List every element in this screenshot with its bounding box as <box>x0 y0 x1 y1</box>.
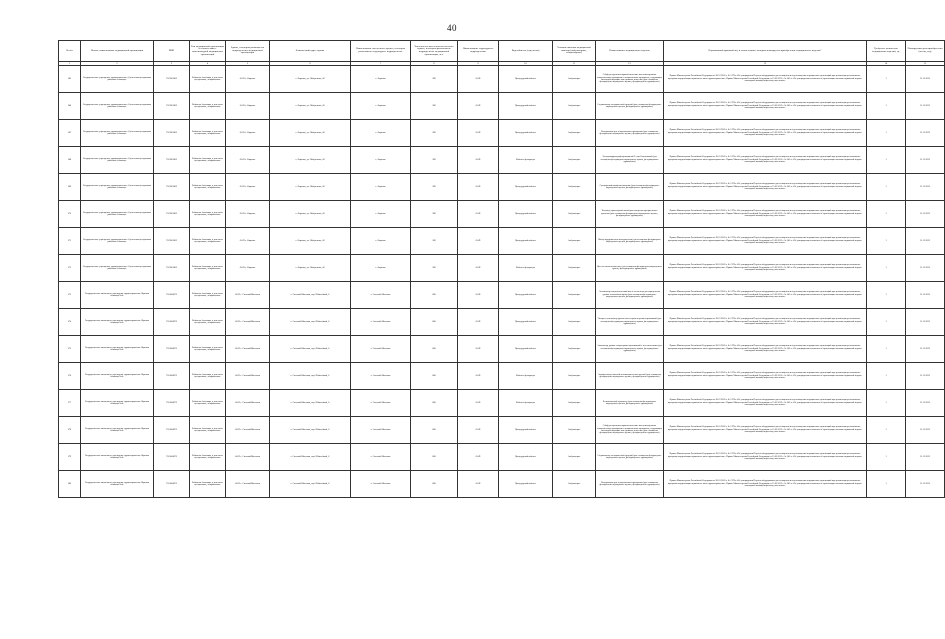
population-cell: 608 <box>411 471 458 498</box>
population-cell: 608 <box>411 444 458 471</box>
column-number: 1 <box>59 62 81 66</box>
table-body <box>59 66 945 498</box>
cabinet-cell: Процедурный кабинет <box>499 93 553 120</box>
quantity-cell: 1 <box>867 309 906 336</box>
organization-cell: Государственное автономное учреждение здравоохранения «Краевая больница №4» <box>81 390 154 417</box>
inn-cell: 7519001802 <box>154 120 190 147</box>
population-cell: 369 <box>411 66 458 93</box>
inn-cell: 7519001802 <box>154 66 190 93</box>
address-cell: с. Фирсово, ул. Набережная, 43 <box>270 174 351 201</box>
population-cell: 608 <box>411 282 458 309</box>
table-row <box>59 444 945 471</box>
purchase-date-cell: 31.12.2022 <box>906 363 945 390</box>
column-number: 13 <box>664 62 867 66</box>
col-header: Здание, в котором размещается подразделение медицинской организации <box>226 41 270 62</box>
settlement-cell: с. Фирсово <box>351 228 411 255</box>
org-type-cell: Районные больницы, в том числе центральные, межрайонные <box>190 66 226 93</box>
settlement-cell: с. Светлый-Масолаш <box>351 336 411 363</box>
unit-cell: ФАП <box>458 174 499 201</box>
population-cell: 608 <box>411 390 458 417</box>
conditions-cell: Амбулаторно <box>553 363 596 390</box>
unit-cell: ФАП <box>458 390 499 417</box>
col-header: Полное наименование медицинской организации <box>81 41 154 62</box>
quantity-cell: 1 <box>867 336 906 363</box>
col-header: Планируемая дата приобретения (месяц, год) <box>906 41 945 62</box>
column-number: 11 <box>553 62 596 66</box>
building-cell: ФАП с. Светлый-Масолаш <box>226 444 270 471</box>
quantity-cell: 1 <box>867 255 906 282</box>
inn-cell: 7510004973 <box>154 363 190 390</box>
unit-cell: ФАП <box>458 228 499 255</box>
organization-cell: Государственное учреждение здравоохранения «Сретенская центральная районная больница» <box>81 174 154 201</box>
inn-cell: 7510004973 <box>154 471 190 498</box>
legal-act-cell: Приказ Министерства Российской Федерации от 28.12.2020 г. № 1379н «Об утверждении Перечня оборудования для оснащения и переоснащения медицинских организаций при реализации региональных программ модернизации первичного звена здравоохранения»; Приказ Министерства Российской Федерации от 15.05.2012 г. № 543 н «Об утверждении положения об организации оказания первичной медико-санитарной помощи взрослому населению» <box>664 174 867 201</box>
conditions-cell: Амбулаторно <box>553 228 596 255</box>
organization-cell: Государственное автономное учреждение здравоохранения «Краевая больница №4» <box>81 309 154 336</box>
conditions-cell: Амбулаторно <box>553 282 596 309</box>
row-number-cell: 579 <box>59 444 81 471</box>
legal-act-cell: Приказ Министерства Российской Федерации от 28.12.2020 г. № 1379н «Об утверждении Перечня оборудования для оснащения и переоснащения медицинских организаций при реализации региональных программ модернизации первичного звена здравоохранения»; Приказ Министерства Российской Федерации от 15.05.2012 г. № 543 н «Об утверждении положения об организации оказания первичной медико-санитарной помощи взрослому населению» <box>664 66 867 93</box>
purchase-date-cell: 31.12.2022 <box>906 417 945 444</box>
row-number-cell: 573 <box>59 282 81 309</box>
col-header: № п/п <box>59 41 81 62</box>
quantity-cell: 1 <box>867 93 906 120</box>
legal-act-cell: Приказ Министерства Российской Федерации от 28.12.2020 г. № 1379н «Об утверждении Перечня оборудования для оснащения и переоснащения медицинских организаций при реализации региональных программ модернизации первичного звена здравоохранения»; Приказ Министерства Российской Федерации от 15.05.2012 г. № 543 н «Об утверждении положения об организации оказания первичной медико-санитарной помощи взрослому населению» <box>664 255 867 282</box>
conditions-cell: Амбулаторно <box>553 309 596 336</box>
col-header: ИНН <box>154 41 190 62</box>
building-cell: ФАП с. Фирсово <box>226 201 270 228</box>
cabinet-cell: Процедурный кабинет <box>499 444 553 471</box>
org-type-cell: Районные больницы, в том числе центральные, межрайонные <box>190 336 226 363</box>
inn-cell: 7510004973 <box>154 444 190 471</box>
building-cell: ФАП с. Светлый-Масолаш <box>226 417 270 444</box>
org-type-cell: Районные больницы, в том числе центральные, межрайонные <box>190 309 226 336</box>
address-cell: с. Фирсово, ул. Набережная, 43 <box>270 66 351 93</box>
conditions-cell: Амбулаторно <box>553 93 596 120</box>
settlement-cell: с. Фирсово <box>351 174 411 201</box>
legal-act-cell: Приказ Министерства Российской Федерации от 28.12.2020 г. № 1379н «Об утверждении Перечня оборудования для оснащения и переоснащения медицинских организаций при реализации региональных программ модернизации первичного звена здравоохранения»; Приказ Министерства Российской Федерации от 15.05.2012 г. № 543 н «Об утверждении положения об организации оказания первичной медико-санитарной помощи взрослому населению» <box>664 309 867 336</box>
col-header: Наименование медицинского изделия <box>596 41 664 62</box>
population-cell: 608 <box>411 363 458 390</box>
legal-act-cell: Приказ Министерства Российской Федерации от 28.12.2020 г. № 1379н «Об утверждении Перечня оборудования для оснащения и переоснащения медицинских организаций при реализации региональных программ модернизации первичного звена здравоохранения»; Приказ Министерства Российской Федерации от 15.05.2012 г. № 543 н «Об утверждении положения об организации оказания первичной медико-санитарной помощи взрослому населению» <box>664 390 867 417</box>
col-header: Фактический адрес здания <box>270 41 351 62</box>
column-number: 15 <box>906 62 945 66</box>
table-row <box>59 309 945 336</box>
address-cell: с. Фирсово, ул. Набережная, 43 <box>270 228 351 255</box>
table-row <box>59 174 945 201</box>
column-number: 8 <box>411 62 458 66</box>
settlement-cell: с. Светлый-Масолаш <box>351 282 411 309</box>
cabinet-cell: Процедурный кабинет <box>499 174 553 201</box>
device-cell: Аппарат искусственной вентиляции легких ручной (для оснащения фельдшерско-акушерского пункта, фельдшерского здравпункта) <box>596 363 664 390</box>
table-row <box>59 336 945 363</box>
quantity-cell: 1 <box>867 282 906 309</box>
table-row <box>59 201 945 228</box>
legal-act-cell: Приказ Министерства Российской Федерации от 28.12.2020 г. № 1379н «Об утверждении Перечня оборудования для оснащения и переоснащения медицинских организаций при реализации региональных программ модернизации первичного звена здравоохранения»; Приказ Министерства Российской Федерации от 15.05.2012 г. № 543 н «Об утверждении положения об организации оказания первичной медико-санитарной помощи взрослому населению» <box>664 417 867 444</box>
device-cell: Тонометр транспортабельный для измерения артериального давления (для оснащения фельдшерско-акушерского пункта, фельдшерского здравпункта) <box>596 201 664 228</box>
inn-cell: 7519001802 <box>154 255 190 282</box>
cabinet-cell: Процедурный кабинет <box>499 201 553 228</box>
building-cell: ФАП с. Светлый-Масолаш <box>226 390 270 417</box>
address-cell: с. Фирсово, ул. Набережная, 43 <box>270 147 351 174</box>
quantity-cell: 1 <box>867 147 906 174</box>
cabinet-cell: Процедурный кабинет <box>499 66 553 93</box>
settlement-cell: с. Фирсово <box>351 120 411 147</box>
org-type-cell: Районные больницы, в том числе центральные, межрайонные <box>190 174 226 201</box>
settlement-cell: с. Фирсово <box>351 201 411 228</box>
device-cell: Кресло гинекологическое (для оснащения фельдшерско-акушерского пункта, фельдшерского здравпункта) <box>596 255 664 282</box>
cabinet-cell: Процедурный кабинет <box>499 336 553 363</box>
building-cell: ФАП с. Светлый-Масолаш <box>226 336 270 363</box>
address-cell: с. Светлый-Масолаш, пер. Юбилейный, 6 <box>270 444 351 471</box>
purchase-date-cell: 31.12.2022 <box>906 93 945 120</box>
settlement-cell: с. Фирсово <box>351 147 411 174</box>
purchase-date-cell: 31.12.2022 <box>906 228 945 255</box>
col-header: Требуемое количество медицинских изделий, ед. <box>867 41 906 62</box>
column-number: 4 <box>190 62 226 66</box>
conditions-cell: Амбулаторно <box>553 174 596 201</box>
legal-act-cell: Приказ Министерства Российской Федерации от 28.12.2020 г. № 1379н «Об утверждении Перечня оборудования для оснащения и переоснащения медицинских организаций при реализации региональных программ модернизации первичного звена здравоохранения»; Приказ Министерства Российской Федерации от 15.05.2012 г. № 543 н «Об утверждении положения об организации оказания первичной медико-санитарной помощи взрослому населению» <box>664 363 867 390</box>
col-header: Тип медицинской организации в соответствии с номенклатурой медицинских организаций <box>190 41 226 62</box>
unit-cell: ФАП <box>458 471 499 498</box>
column-number: 7 <box>351 62 411 66</box>
conditions-cell: Амбулаторно <box>553 444 596 471</box>
column-number: 14 <box>867 62 906 66</box>
conditions-cell: Амбулаторно <box>553 417 596 444</box>
table-row <box>59 66 945 93</box>
building-cell: ФАП с. Светлый-Масолаш <box>226 471 270 498</box>
column-number: 5 <box>226 62 270 66</box>
population-cell: 369 <box>411 174 458 201</box>
org-type-cell: Районные больницы, в том числе центральные, межрайонные <box>190 390 226 417</box>
population-cell: 369 <box>411 228 458 255</box>
page-number: 40 <box>447 23 457 33</box>
organization-cell: Государственное автономное учреждение здравоохранения «Краевая больница №4» <box>81 336 154 363</box>
table-row <box>59 417 945 444</box>
unit-cell: ФАП <box>458 66 499 93</box>
unit-cell: ФАП <box>458 417 499 444</box>
quantity-cell: 1 <box>867 417 906 444</box>
inn-cell: 7510004973 <box>154 336 190 363</box>
device-cell: Холодильник для лекарственных препаратов (для оснащения фельдшерско-акушерского пункта, фельдшерского здравпункта) <box>596 471 664 498</box>
building-cell: ФАП с. Светлый-Масолаш <box>226 309 270 336</box>
device-cell: Анализатор гематологический или тест-система для определения уровня гемоглобина крови (для оснащения фельдшерско-акушерского пункта, фельдшерского здравпункта) <box>596 282 664 309</box>
conditions-cell: Амбулаторно <box>553 66 596 93</box>
device-cell: Электрокардиограф портативный 3- или 6-канальный (для оснащения фельдшерско-акушерского пункта, фельдшерского здравпункта) <box>596 147 664 174</box>
table-row <box>59 471 945 498</box>
settlement-cell: с. Светлый-Масолаш <box>351 417 411 444</box>
conditions-cell: Амбулаторно <box>553 336 596 363</box>
address-cell: с. Светлый-Масолаш, пер. Юбилейный, 6 <box>270 417 351 444</box>
settlement-cell: с. Светлый-Масолаш <box>351 309 411 336</box>
col-header: Условия оказания медицинской помощи (амбулаторные, стационарные) <box>553 41 596 62</box>
quantity-cell: 1 <box>867 120 906 147</box>
purchase-date-cell: 31.12.2022 <box>906 282 945 309</box>
building-cell: ФАП с. Фирсово <box>226 66 270 93</box>
row-number-cell: 577 <box>59 390 81 417</box>
inn-cell: 7519001802 <box>154 228 190 255</box>
row-number-cell: 566 <box>59 93 81 120</box>
row-number-cell: 570 <box>59 201 81 228</box>
cabinet-cell: Кабинет фельдшера <box>499 390 553 417</box>
legal-act-cell: Приказ Министерства Российской Федерации от 28.12.2020 г. № 1379н «Об утверждении Перечня оборудования для оснащения и переоснащения медицинских организаций при реализации региональных программ модернизации первичного звена здравоохранения»; Приказ Министерства Российской Федерации от 15.05.2012 г. № 543 н «Об утверждении положения об организации оказания первичной медико-санитарной помощи взрослому населению» <box>664 336 867 363</box>
unit-cell: ФАП <box>458 336 499 363</box>
organization-cell: Государственное учреждение здравоохранения «Сретенская центральная районная больница» <box>81 228 154 255</box>
col-header: Численность населения населенного пункта, в котором расположено подразделение медицинской организации, чел. <box>411 41 458 62</box>
population-cell: 608 <box>411 309 458 336</box>
header-row <box>59 41 945 62</box>
device-cell: Сейф для хранения нарколептических или психотропных лекарственных препаратов и лекарственных препаратов, содержащих сильнодействующие или ядовитые вещества (для оснащения фельдшерско-акушерского пункта, фельдшерского здравпункта) <box>596 417 664 444</box>
purchase-date-cell: 31.12.2022 <box>906 174 945 201</box>
equipment-table <box>58 40 945 498</box>
quantity-cell: 1 <box>867 390 906 417</box>
cabinet-cell: Процедурный кабинет <box>499 282 553 309</box>
unit-cell: ФАП <box>458 120 499 147</box>
device-cell: Экспресс-анализатор уровня холестерина в крови портативный (для оснащения фельдшерско-акушерского пункта, фельдшерского здравпункта) <box>596 309 664 336</box>
column-number: 2 <box>81 62 154 66</box>
purchase-date-cell: 31.12.2022 <box>906 390 945 417</box>
org-type-cell: Районные больницы, в том числе центральные, межрайонные <box>190 147 226 174</box>
purchase-date-cell: 31.12.2022 <box>906 147 945 174</box>
org-type-cell: Районные больницы, в том числе центральные, межрайонные <box>190 417 226 444</box>
table-row <box>59 120 945 147</box>
legal-act-cell: Приказ Министерства Российской Федерации от 28.12.2020 г. № 1379н «Об утверждении Перечня оборудования для оснащения и переоснащения медицинских организаций при реализации региональных программ модернизации первичного звена здравоохранения»; Приказ Министерства Российской Федерации от 15.05.2012 г. № 543 н «Об утверждении положения об организации оказания первичной медико-санитарной помощи взрослому населению» <box>664 201 867 228</box>
building-cell: ФАП с. Фирсово <box>226 93 270 120</box>
organization-cell: Государственное автономное учреждение здравоохранения «Краевая больница №4» <box>81 282 154 309</box>
table-row <box>59 363 945 390</box>
address-cell: с. Светлый-Масолаш, пер. Юбилейный, 6 <box>270 363 351 390</box>
cabinet-cell: Процедурный кабинет <box>499 120 553 147</box>
address-cell: с. Светлый-Масолаш, пер. Юбилейный, 6 <box>270 390 351 417</box>
organization-cell: Государственное учреждение здравоохранения «Сретенская центральная районная больница» <box>81 147 154 174</box>
purchase-date-cell: 31.12.2022 <box>906 444 945 471</box>
quantity-cell: 1 <box>867 174 906 201</box>
org-type-cell: Районные больницы, в том числе центральные, межрайонные <box>190 255 226 282</box>
inn-cell: 7519001802 <box>154 174 190 201</box>
population-cell: 369 <box>411 93 458 120</box>
conditions-cell: Амбулаторно <box>553 147 596 174</box>
cabinet-cell: Кабинет фельдшера <box>499 363 553 390</box>
organization-cell: Государственное учреждение здравоохранения «Сретенская центральная районная больница» <box>81 201 154 228</box>
org-type-cell: Районные больницы, в том числе центральные, межрайонные <box>190 363 226 390</box>
cabinet-cell: Процедурный кабинет <box>499 228 553 255</box>
table-row <box>59 390 945 417</box>
cabinet-cell: Кабинет фельдшера <box>499 147 553 174</box>
org-type-cell: Районные больницы, в том числе центральные, межрайонные <box>190 120 226 147</box>
legal-act-cell: Приказ Министерства Российской Федерации от 28.12.2020 г. № 1379н «Об утверждении Перечня оборудования для оснащения и переоснащения медицинских организаций при реализации региональных программ модернизации первичного звена здравоохранения»; Приказ Министерства Российской Федерации от 15.05.2012 г. № 543 н «Об утверждении положения об организации оказания первичной медико-санитарной помощи взрослому населению» <box>664 147 867 174</box>
column-number: 3 <box>154 62 190 66</box>
population-cell: 369 <box>411 201 458 228</box>
inn-cell: 7510004973 <box>154 309 190 336</box>
population-cell: 369 <box>411 147 458 174</box>
row-number-cell: 567 <box>59 120 81 147</box>
address-cell: с. Фирсово, ул. Набережная, 43 <box>270 120 351 147</box>
settlement-cell: с. Светлый-Масолаш <box>351 444 411 471</box>
unit-cell: ФАП <box>458 93 499 120</box>
settlement-cell: с. Фирсово <box>351 66 411 93</box>
column-number: 6 <box>270 62 351 66</box>
device-cell: Стерилизатор электрический средний (для оснащения фельдшерско-акушерского пункта, фельдшерского здравпункта) <box>596 444 664 471</box>
column-number: 12 <box>596 62 664 66</box>
unit-cell: ФАП <box>458 255 499 282</box>
unit-cell: ФАП <box>458 444 499 471</box>
settlement-cell: с. Светлый-Масолаш <box>351 390 411 417</box>
unit-cell: ФАП <box>458 201 499 228</box>
population-cell: 369 <box>411 255 458 282</box>
inn-cell: 7519001802 <box>154 201 190 228</box>
cabinet-cell: Кабинет фельдшера <box>499 255 553 282</box>
column-number: 10 <box>499 62 553 66</box>
address-cell: с. Фирсово, ул. Набережная, 43 <box>270 93 351 120</box>
row-number-cell: 578 <box>59 417 81 444</box>
row-number-cell: 575 <box>59 336 81 363</box>
address-cell: с. Светлый-Масолаш, пер. Юбилейный, 6 <box>270 471 351 498</box>
building-cell: ФАП с. Светлый-Масолаш <box>226 363 270 390</box>
organization-cell: Государственное автономное учреждение здравоохранения «Краевая больница №4» <box>81 363 154 390</box>
legal-act-cell: Приказ Министерства Российской Федерации от 28.12.2020 г. № 1379н «Об утверждении Перечня оборудования для оснащения и переоснащения медицинских организаций при реализации региональных программ модернизации первичного звена здравоохранения»; Приказ Министерства Российской Федерации от 15.05.2012 г. № 543 н «Об утверждении положения об организации оказания первичной медико-санитарной помощи взрослому населению» <box>664 471 867 498</box>
col-header: Наименование структурного подразделения <box>458 41 499 62</box>
settlement-cell: с. Светлый-Масолаш <box>351 471 411 498</box>
inn-cell: 7519001802 <box>154 147 190 174</box>
settlement-cell: с. Светлый-Масолаш <box>351 363 411 390</box>
table-row <box>59 282 945 309</box>
unit-cell: ФАП <box>458 282 499 309</box>
row-number-cell: 580 <box>59 471 81 498</box>
population-cell: 608 <box>411 336 458 363</box>
unit-cell: ФАП <box>458 363 499 390</box>
purchase-date-cell: 31.12.2022 <box>906 309 945 336</box>
population-cell: 369 <box>411 120 458 147</box>
purchase-date-cell: 31.12.2022 <box>906 66 945 93</box>
organization-cell: Государственное учреждение здравоохранения «Сретенская центральная районная больница» <box>81 255 154 282</box>
purchase-date-cell: 31.12.2022 <box>906 201 945 228</box>
settlement-cell: с. Фирсово <box>351 93 411 120</box>
address-cell: с. Светлый-Масолаш, пер. Юбилейный, 6 <box>270 309 351 336</box>
quantity-cell: 1 <box>867 363 906 390</box>
row-number-cell: 572 <box>59 255 81 282</box>
population-cell: 608 <box>411 417 458 444</box>
building-cell: ФАП с. Фирсово <box>226 147 270 174</box>
col-header: Вид кабинета (отделения) <box>499 41 553 62</box>
quantity-cell: 1 <box>867 471 906 498</box>
org-type-cell: Районные больницы, в том числе центральные, межрайонные <box>190 228 226 255</box>
legal-act-cell: Приказ Министерства Российской Федерации от 28.12.2020 г. № 1379н «Об утверждении Перечня оборудования для оснащения и переоснащения медицинских организаций при реализации региональных программ модернизации первичного звена здравоохранения»; Приказ Министерства Российской Федерации от 15.05.2012 г. № 543 н «Об утверждении положения об организации оказания первичной медико-санитарной помощи взрослому населению» <box>664 282 867 309</box>
device-cell: Анализатор уровня сахара крови портативный с тест-полосками (для оснащения фельдшерско-акушерского пункта, фельдшерского здравпункта) <box>596 336 664 363</box>
org-type-cell: Районные больницы, в том числе центральные, межрайонные <box>190 282 226 309</box>
inn-cell: 7519001802 <box>154 93 190 120</box>
device-cell: Холодильник для лекарственных препаратов (для оснащения фельдшерско-акушерского пункта, фельдшерского здравпункта) <box>596 120 664 147</box>
address-cell: с. Светлый-Масолаш, пер. Юбилейный, 6 <box>270 336 351 363</box>
conditions-cell: Амбулаторно <box>553 255 596 282</box>
row-number-cell: 565 <box>59 66 81 93</box>
quantity-cell: 1 <box>867 66 906 93</box>
legal-act-cell: Приказ Министерства Российской Федерации от 28.12.2020 г. № 1379н «Об утверждении Перечня оборудования для оснащения и переоснащения медицинских организаций при реализации региональных программ модернизации первичного звена здравоохранения»; Приказ Министерства Российской Федерации от 15.05.2012 г. № 543 н «Об утверждении положения об организации оказания первичной медико-санитарной помощи взрослому населению» <box>664 228 867 255</box>
device-cell: Сухожаровой шкаф или автоклав (для оснащения фельдшерско-акушерского пункта, фельдшерского здравпункта) <box>596 174 664 201</box>
quantity-cell: 1 <box>867 444 906 471</box>
organization-cell: Государственное автономное учреждение здравоохранения «Краевая больница №4» <box>81 417 154 444</box>
inn-cell: 7510004973 <box>154 282 190 309</box>
purchase-date-cell: 31.12.2022 <box>906 255 945 282</box>
row-number-cell: 574 <box>59 309 81 336</box>
settlement-cell: с. Фирсово <box>351 255 411 282</box>
organization-cell: Государственное учреждение здравоохранения «Сретенская центральная районная больница» <box>81 66 154 93</box>
conditions-cell: Амбулаторно <box>553 201 596 228</box>
organization-cell: Государственное учреждение здравоохранения «Сретенская центральная районная больница» <box>81 93 154 120</box>
purchase-date-cell: 31.12.2022 <box>906 336 945 363</box>
table-row <box>59 147 945 174</box>
legal-act-cell: Приказ Министерства Российской Федерации от 28.12.2020 г. № 1379н «Об утверждении Перечня оборудования для оснащения и переоснащения медицинских организаций при реализации региональных программ модернизации первичного звена здравоохранения»; Приказ Министерства Российской Федерации от 15.05.2012 г. № 543 н «Об утверждении положения об организации оказания первичной медико-санитарной помощи взрослому населению» <box>664 444 867 471</box>
col-header: Нормативный правовой акт, в соответствии с которым планируется приобретение медицинского изделия* <box>664 41 867 62</box>
organization-cell: Государственное учреждение здравоохранения «Сретенская центральная районная больница» <box>81 120 154 147</box>
column-number: 9 <box>458 62 499 66</box>
org-type-cell: Районные больницы, в том числе центральные, межрайонные <box>190 471 226 498</box>
table-row <box>59 93 945 120</box>
building-cell: ФАП с. Фирсово <box>226 228 270 255</box>
address-cell: с. Фирсово, ул. Набережная, 43 <box>270 255 351 282</box>
conditions-cell: Амбулаторно <box>553 390 596 417</box>
building-cell: ФАП с. Фирсово <box>226 120 270 147</box>
building-cell: ФАП с. Фирсово <box>226 174 270 201</box>
inn-cell: 7510004973 <box>154 390 190 417</box>
organization-cell: Государственное автономное учреждение здравоохранения «Краевая больница №4» <box>81 471 154 498</box>
inn-cell: 7510004973 <box>154 417 190 444</box>
building-cell: ФАП с. Фирсово <box>226 255 270 282</box>
org-type-cell: Районные больницы, в том числе центральные, межрайонные <box>190 201 226 228</box>
org-type-cell: Районные больницы, в том числе центральные, межрайонные <box>190 93 226 120</box>
row-number-cell: 576 <box>59 363 81 390</box>
row-number-cell: 568 <box>59 147 81 174</box>
conditions-cell: Амбулаторно <box>553 471 596 498</box>
legal-act-cell: Приказ Министерства Российской Федерации от 28.12.2020 г. № 1379н «Об утверждении Перечня оборудования для оснащения и переоснащения медицинских организаций при реализации региональных программ модернизации первичного звена здравоохранения»; Приказ Министерства Российской Федерации от 15.05.2012 г. № 543 н «Об утверждении положения об организации оказания первичной медико-санитарной помощи взрослому населению» <box>664 93 867 120</box>
device-cell: Сейф для хранения нарколептических или психотропных лекарственных препаратов и лекарственных препаратов, содержащих сильнодействующие или ядовитые вещества (для оснащения фельдшерско-акушерского пункта, фельдшерского здравпункта) <box>596 66 664 93</box>
building-cell: ФАП с. Светлый-Масолаш <box>226 282 270 309</box>
device-cell: Бесконтактный термометр (для оснащения фельдшерско-акушерского пункта, фельдшерского здравпункта) <box>596 390 664 417</box>
col-header: Наименование населенного пункта, в котором расположено структурное подразделение <box>351 41 411 62</box>
cabinet-cell: Процедурный кабинет <box>499 417 553 444</box>
legal-act-cell: Приказ Министерства Российской Федерации от 28.12.2020 г. № 1379н «Об утверждении Перечня оборудования для оснащения и переоснащения медицинских организаций при реализации региональных программ модернизации первичного звена здравоохранения»; Приказ Министерства Российской Федерации от 15.05.2012 г. № 543 н «Об утверждении положения об организации оказания первичной медико-санитарной помощи взрослому населению» <box>664 120 867 147</box>
address-cell: с. Фирсово, ул. Набережная, 43 <box>270 201 351 228</box>
purchase-date-cell: 31.12.2022 <box>906 471 945 498</box>
quantity-cell: 1 <box>867 201 906 228</box>
unit-cell: ФАП <box>458 147 499 174</box>
table-row <box>59 228 945 255</box>
org-type-cell: Районные больницы, в том числе центральные, межрайонные <box>190 444 226 471</box>
conditions-cell: Амбулаторно <box>553 120 596 147</box>
organization-cell: Государственное автономное учреждение здравоохранения «Краевая больница №4» <box>81 444 154 471</box>
device-cell: Стерилизатор электрический средний (для оснащения фельдшерско-акушерского пункта, фельдшерского здравпункта) <box>596 93 664 120</box>
row-number-cell: 569 <box>59 174 81 201</box>
device-cell: Набор хирургических инструментов (для оснащения фельдшерско-акушерского пункта, фельдшерского здравпункта) <box>596 228 664 255</box>
unit-cell: ФАП <box>458 309 499 336</box>
purchase-date-cell: 31.12.2022 <box>906 120 945 147</box>
row-number-cell: 571 <box>59 228 81 255</box>
table-row <box>59 255 945 282</box>
address-cell: с. Светлый-Масолаш, пер. Юбилейный, 6 <box>270 282 351 309</box>
quantity-cell: 1 <box>867 228 906 255</box>
cabinet-cell: Процедурный кабинет <box>499 471 553 498</box>
cabinet-cell: Процедурный кабинет <box>499 309 553 336</box>
